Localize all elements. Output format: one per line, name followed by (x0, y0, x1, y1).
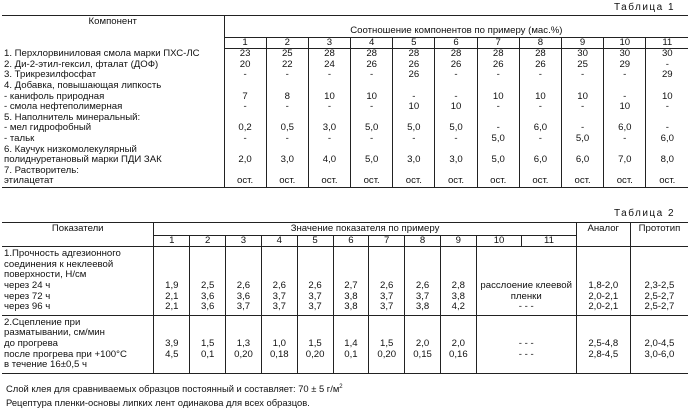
t1-cell: - (393, 92, 435, 103)
t2-col-header: 3 (226, 235, 262, 247)
table-row (2, 315, 688, 373)
t2-cell: 2,0 0,15 (405, 315, 441, 373)
t2-merged-cell: - - - - - - (476, 315, 576, 373)
t1-cell: 28 (519, 49, 561, 60)
t1-cell: - (562, 70, 604, 81)
table-row (2, 145, 688, 166)
t1-cell (266, 81, 308, 92)
t1-cell: 30 (604, 49, 646, 60)
t1-cell: 28 (477, 49, 519, 60)
t1-cell: 0,2 (224, 123, 266, 134)
t1-row-label: - смола нефтеполимерная (4, 101, 123, 113)
t1-cell: - (477, 123, 519, 134)
t1-cell: 10 (477, 92, 519, 103)
t2-row-label: 2.Сцепление при разматывании, см/мин до прогрева после прогрева при +100°С в течение 16±0,5 ч (2, 315, 154, 373)
table2-caption: Таблица 2 (614, 208, 676, 219)
t2-cell: 1,0 0,18 (261, 315, 297, 373)
t1-cell (646, 81, 688, 92)
t2-header-value: Значение показателя по примеру (154, 223, 576, 236)
t2-cell: 2,6 3,6 3,7 (226, 247, 262, 316)
t2-merged-cell: расслоение клеевой пленки - - - (476, 247, 576, 316)
t2-cell: 1,5 0,1 (190, 315, 226, 373)
t1-cell: - (604, 134, 646, 145)
t1-col-header: 1 (224, 37, 266, 49)
t1-cell: - (477, 102, 519, 113)
t2-cell: 1,4 0,1 (333, 315, 369, 373)
t1-cell: - (308, 70, 350, 81)
t1-cell: 24 (308, 60, 350, 71)
t1-cell: - (604, 70, 646, 81)
t1-cell: 28 (308, 49, 350, 60)
t1-row-label: - тальк (4, 132, 35, 144)
t2-cell: 2,7 3,8 3,8 (333, 247, 369, 316)
t2-cell: 2,8 3,8 4,2 (440, 247, 476, 316)
t1-cell: - (435, 92, 477, 103)
t1-cell: 10 (435, 102, 477, 113)
t1-cell: - (562, 102, 604, 113)
t1-cell (604, 81, 646, 92)
t1-header-component: Компонент (2, 16, 224, 49)
t1-cell: ост. (435, 166, 477, 188)
t2-cell: 1,9 2,1 2,1 (154, 247, 190, 316)
t1-row-label: 6. Каучук низкомолекулярный полиднуретановый марки ПДИ ЗАК (4, 143, 162, 166)
t1-cell (519, 81, 561, 92)
t1-row-label: - канифоль природная (4, 90, 105, 102)
t2-cell: 1,3 0,20 (226, 315, 262, 373)
t1-cell: 28 (435, 49, 477, 60)
t1-cell: 26 (393, 70, 435, 81)
t1-cell: 6,0 (604, 123, 646, 134)
t1-cell: 8 (266, 92, 308, 103)
t1-cell: - (435, 70, 477, 81)
t2-cell: 3,9 4,5 (154, 315, 190, 373)
table-row (2, 166, 688, 188)
t1-cell: 5,0 (562, 134, 604, 145)
t1-cell: 25 (562, 60, 604, 71)
t1-cell: 10 (393, 102, 435, 113)
t1-cell: 2,0 (224, 145, 266, 166)
t1-cell: 5,0 (477, 134, 519, 145)
t1-row-label: 2. Ди-2-этил-гексил, фталат (ДОФ) (4, 58, 159, 70)
t1-cell: 10 (308, 92, 350, 103)
t2-col-header: 4 (261, 235, 297, 247)
note-glue-layer: Слой клея для сравниваемых образцов постоянный и составляет: 70 ± 5 $г/м^2$ (6, 383, 343, 394)
t1-row-label: 7. Растворитель: этилацетат (2, 166, 224, 188)
t1-row-label: 1. Перхлорвиниловая смола марки ПХС-ЛС (4, 47, 200, 59)
table-row (2, 113, 688, 124)
t1-cell: - (393, 134, 435, 145)
t2-col-header: 8 (405, 235, 441, 247)
t1-cell: ост. (266, 166, 308, 188)
t1-cell: - (308, 102, 350, 113)
t1-row-label: 3. Трикрезилфосфат (4, 69, 97, 81)
t1-cell: 23 (224, 49, 266, 60)
t1-cell: - (646, 60, 688, 71)
t1-cell: - (308, 134, 350, 145)
t1-cell: - (266, 134, 308, 145)
t1-cell: - (266, 70, 308, 81)
table-row (2, 60, 688, 71)
t1-header-ratio: Соотношение компонентов по примеру (мас.%) (224, 16, 688, 38)
t1-cell: 6,0 (519, 123, 561, 134)
table-row (2, 247, 688, 316)
t1-cell (351, 81, 393, 92)
t2-header-indicators: Показатели (2, 223, 154, 247)
t1-cell: 5,0 (393, 123, 435, 134)
t1-row-label: - мел гидрофобный (4, 122, 92, 134)
t1-cell: - (224, 134, 266, 145)
t1-cell (562, 81, 604, 92)
t1-cell: 3,0 (308, 123, 350, 134)
t1-cell: - (519, 102, 561, 113)
t2-cell: 2,6 3,7 3,7 (261, 247, 297, 316)
t1-cell: ост. (646, 166, 688, 188)
t1-cell: ост. (519, 166, 561, 188)
t1-cell: 29 (604, 60, 646, 71)
t2-cell: 1,5 0,20 (369, 315, 405, 373)
t1-col-header: 4 (351, 37, 393, 49)
t1-cell: - (646, 123, 688, 134)
t1-row-label: 4. Добавка, повышающая липкость (4, 79, 162, 91)
t2-col-header: 6 (333, 235, 369, 247)
t1-cell: - (562, 123, 604, 134)
t1-cell: 26 (477, 60, 519, 71)
t2-header-analog: Аналог (576, 223, 630, 247)
t1-cell: 4,0 (308, 145, 350, 166)
t1-cell: - (224, 70, 266, 81)
table2 (2, 222, 688, 374)
t1-cell: 5,0 (351, 123, 393, 134)
t1-col-header: 9 (562, 37, 604, 49)
t2-cell: 2,6 3,7 3,7 (297, 247, 333, 316)
table1 (2, 15, 688, 188)
t2-col-header: 5 (297, 235, 333, 247)
t1-col-header: 6 (435, 37, 477, 49)
t1-cell: 5,0 (477, 145, 519, 166)
t1-cell: - (604, 92, 646, 103)
t1-cell: 10 (604, 102, 646, 113)
table-row (2, 81, 688, 92)
t1-cell: 7,0 (604, 145, 646, 166)
t1-cell: 6,0 (519, 145, 561, 166)
t2-row-label: 1.Прочность адгезионного соединения к неклеевой поверхности, Н/см через 24 ч через 72 ч через 96 ч (2, 247, 154, 316)
t1-cell: - (266, 102, 308, 113)
t2-col-header: 7 (369, 235, 405, 247)
t1-cell: ост. (351, 166, 393, 188)
t1-cell (308, 81, 350, 92)
t1-cell: 30 (562, 49, 604, 60)
t2-col-header: 11 (522, 235, 576, 247)
t1-cell (393, 81, 435, 92)
t1-cell: - (224, 102, 266, 113)
t1-cell: ост. (477, 166, 519, 188)
t1-col-header: 8 (519, 37, 561, 49)
t2-prototype-cell: 2,0-4,5 3,0-6,0 (630, 315, 688, 373)
t1-cell: - (519, 70, 561, 81)
t1-cell: - (519, 134, 561, 145)
t1-cell: 3,0 (435, 145, 477, 166)
t1-cell: 28 (351, 49, 393, 60)
t1-row-label: 5. Наполнитель минеральный: (4, 111, 141, 123)
t1-col-header: 2 (266, 37, 308, 49)
t1-cell: ост. (562, 166, 604, 188)
t1-cell: - (351, 102, 393, 113)
t1-cell: 26 (519, 60, 561, 71)
t1-cell: - (477, 70, 519, 81)
t2-col-header: 1 (154, 235, 190, 247)
t2-cell: 2,6 3,7 3,8 (405, 247, 441, 316)
t1-cell: - (435, 134, 477, 145)
t2-analog-cell: 1,8-2,0 2,0-2,1 2,0-2,1 (576, 247, 630, 316)
t1-cell: ост. (604, 166, 646, 188)
t1-cell (224, 81, 266, 92)
t1-cell (435, 81, 477, 92)
t1-cell: 5,0 (435, 123, 477, 134)
t1-cell: 26 (351, 60, 393, 71)
table1-caption: Таблица 1 (614, 2, 676, 13)
t2-col-header: 9 (440, 235, 476, 247)
t1-cell: ост. (224, 166, 266, 188)
t1-cell: - (351, 70, 393, 81)
t1-col-header: 5 (393, 37, 435, 49)
t1-cell: 10 (646, 92, 688, 103)
t1-cell: - (351, 134, 393, 145)
t2-analog-cell: 2,5-4,8 2,8-4,5 (576, 315, 630, 373)
t1-cell: ост. (308, 166, 350, 188)
t1-cell: 8,0 (646, 145, 688, 166)
t1-cell: 6,0 (646, 134, 688, 145)
t1-cell: 26 (393, 60, 435, 71)
t1-cell (477, 81, 519, 92)
t1-cell: 0,5 (266, 123, 308, 134)
t1-cell: 10 (519, 92, 561, 103)
t1-cell: 5,0 (351, 145, 393, 166)
t1-cell: 3,0 (266, 145, 308, 166)
t1-col-header: 3 (308, 37, 350, 49)
t1-cell: 22 (266, 60, 308, 71)
t2-header-prototype: Прототип (630, 223, 688, 247)
t1-cell: 29 (646, 70, 688, 81)
t1-cell: 20 (224, 60, 266, 71)
t2-col-header: 2 (190, 235, 226, 247)
t1-cell: 7 (224, 92, 266, 103)
t1-col-header: 10 (604, 37, 646, 49)
t1-cell: 30 (646, 49, 688, 60)
t2-cell: 2,6 3,7 3,7 (369, 247, 405, 316)
t2-cell: 2,0 0,16 (440, 315, 476, 373)
t1-cell: 25 (266, 49, 308, 60)
t1-cell: - (646, 102, 688, 113)
t2-cell: 1,5 0,20 (297, 315, 333, 373)
t1-col-header: 7 (477, 37, 519, 49)
t1-cell: 3,0 (393, 145, 435, 166)
t1-cell: 28 (393, 49, 435, 60)
t1-cell: 6,0 (562, 145, 604, 166)
t1-cell: ост. (393, 166, 435, 188)
t1-col-header: 11 (646, 37, 688, 49)
note-film-base: Рецептура пленки-основы липких лент одинакова для всех образцов. (6, 397, 310, 408)
t2-cell: 2,5 3,6 3,6 (190, 247, 226, 316)
t1-cell: 10 (562, 92, 604, 103)
t2-prototype-cell: 2,3-2,5 2,5-2,7 2,5-2,7 (630, 247, 688, 316)
t1-cell: 26 (435, 60, 477, 71)
t1-cell: 10 (351, 92, 393, 103)
t2-col-header: 10 (476, 235, 522, 247)
table-row (2, 134, 688, 145)
